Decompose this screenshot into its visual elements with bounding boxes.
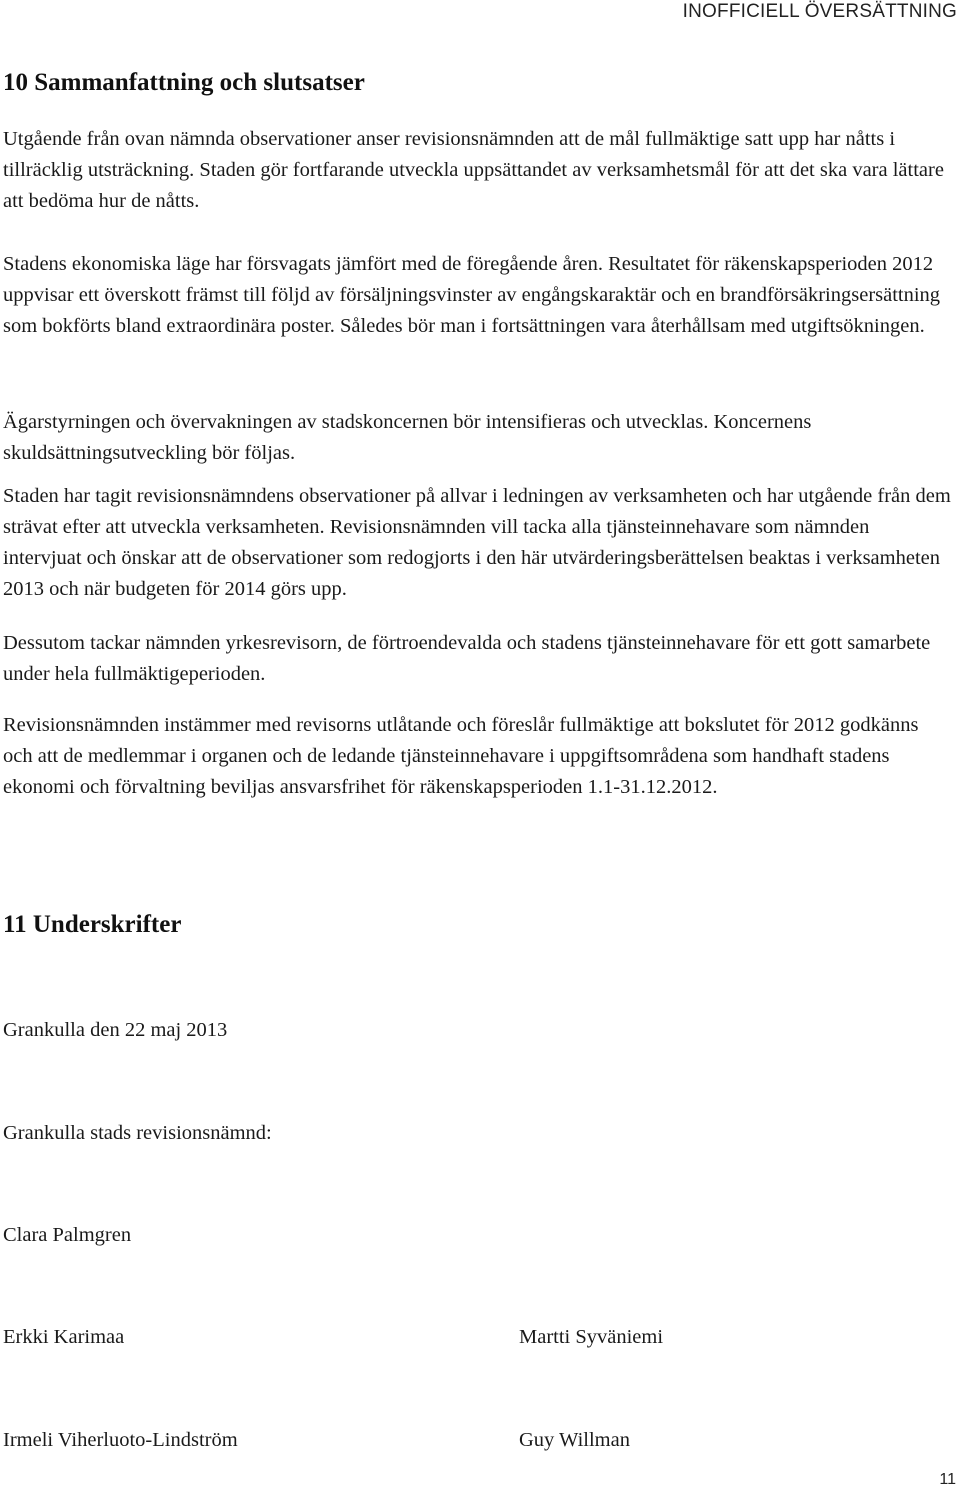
section-11-heading: 11 Underskrifter — [3, 911, 182, 938]
signatory-name: Clara Palmgren — [3, 1224, 132, 1246]
place-date: Grankulla den 22 maj 2013 — [3, 1019, 228, 1041]
signing-body-label: Grankulla stads revisionsnämnd: — [3, 1122, 272, 1144]
signatory-name: Martti Syväniemi — [519, 1326, 664, 1348]
paragraph-2: Stadens ekonomiska läge har försvagats jämfört med de föregående åren. Resultatet för räkenskapsperioden 2012 uppvisar ett överskott främst till följd av försäljningsvinster av engångskaraktär och en brandförsäkringsersättning som bokförts bland extraordinära poster. Således bör man i fortsättningen vara återhållsam med utgiftsökningen. — [3, 253, 941, 337]
section-10-heading: 10 Sammanfattning och slutsatser — [3, 69, 365, 96]
paragraph-6: Revisionsnämnden instämmer med revisorns utlåtande och föreslår fullmäktige att bokslutet för 2012 godkänns och att de medlemmar i organen och de ledande tjänsteinnehavare i uppgiftsområdena som handhaft stadens ekonomi och förvaltning beviljas ansvarsfrihet för räkenskapsperioden 1.1-31.12.2012. — [3, 714, 919, 798]
document-header-label: INOFFICIELL ÖVERSÄTTNING — [682, 1, 957, 22]
paragraph-3: Ägarstyrningen och övervakningen av stadskoncernen bör intensifieras och utvecklas. Koncernens skuldsättningsutveckling bör följas. — [3, 411, 812, 464]
signatory-name: Irmeli Viherluoto-Lindström — [3, 1429, 238, 1451]
page-number: 11 — [939, 1471, 956, 1488]
signatory-name: Erkki Karimaa — [3, 1326, 125, 1348]
paragraph-5: Dessutom tackar nämnden yrkesrevisorn, de förtroendevalda och stadens tjänsteinnehavare för ett gott samarbete under hela fullmäktigeperioden. — [3, 632, 931, 685]
paragraph-1: Utgående från ovan nämnda observationer anser revisionsnämnden att de mål fullmäktige satt upp har nåtts i tillräcklig utsträckning. Staden gör fortfarande utveckla uppsättandet av verksamhetsmål för att det ska vara lättare att bedöma hur de nåtts. — [3, 128, 944, 212]
paragraph-4: Staden har tagit revisionsnämndens observationer på allvar i ledningen av verksamheten och har utgående från dem strävat efter att utveckla verksamheten. Revisionsnämnden vill tacka alla tjänsteinnehavare som nämnden intervjuat och önskar att de observationer som redogjorts i den här utvärderingsberättelsen beaktas i verksamheten 2013 och när budgeten för 2014 görs upp. — [3, 485, 951, 600]
signatory-name: Guy Willman — [519, 1429, 630, 1451]
